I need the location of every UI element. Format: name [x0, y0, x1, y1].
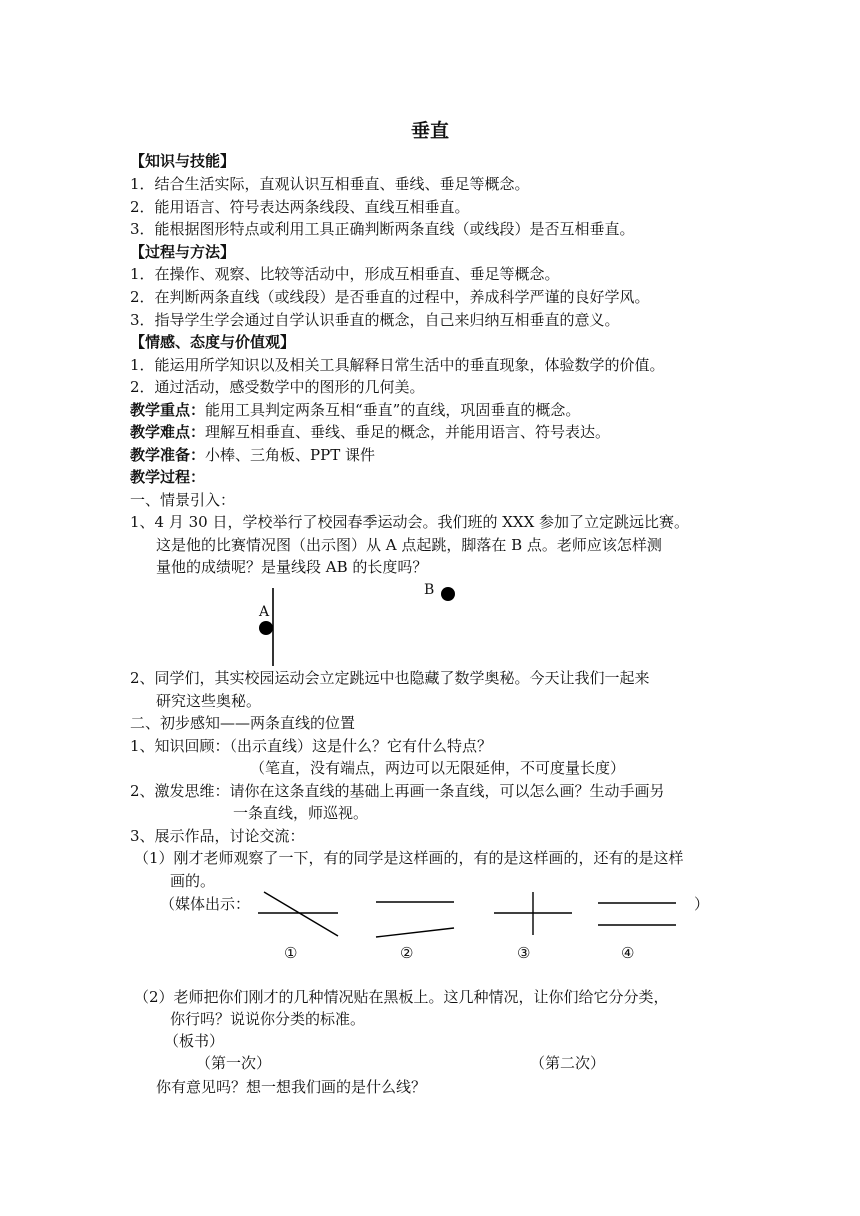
- process-item-2: 2．在判断两条直线（或线段）是否垂直的过程中，养成科学严谨的良好学风。: [130, 288, 650, 306]
- question-2-line-1: （2）老师把你们刚才的几种情况贴在黑板上。这几种情况，让你们给它分分类，: [134, 988, 669, 1006]
- heading-process-method: 【过程与方法】: [130, 243, 236, 261]
- point-a-dot: [259, 621, 273, 635]
- closing-question: 你有意见吗？想一想我们画的是什么线？: [156, 1078, 427, 1096]
- teaching-prep: [130, 444, 375, 466]
- process-item-3: 3．指导学生学会通过自学认识垂直的概念，自己来归纳互相垂直的意义。: [130, 311, 620, 329]
- section-2-item-2-line-2: 一条直线，师巡视。: [233, 804, 369, 822]
- question-2-line-2: 你行吗？说说你分类的标准。: [170, 1010, 366, 1028]
- knowledge-item-3: 3．能根据图形特点或利用工具正确判断两条直线（或线段）是否互相垂直。: [130, 220, 635, 238]
- teaching-difficulty-text: 理解互相垂直、垂线、垂足的概念，并能用语言、符号表达。: [205, 423, 611, 441]
- long-jump-diagram: [250, 580, 470, 670]
- point-b-dot: [441, 587, 455, 601]
- figure-4-parallel: [598, 903, 676, 925]
- board-first-round: （第一次）: [196, 1054, 272, 1072]
- section-2-item-1-answer: （笔直，没有端点，两边可以无限延伸，不可度量长度）: [250, 759, 626, 777]
- section-1-item-1-line-3: 量他的成绩呢？是量线段 AB 的长度吗？: [156, 558, 428, 576]
- teaching-difficulty-label: 教学难点：: [130, 423, 206, 441]
- heading-knowledge: 【知识与技能】: [130, 152, 236, 170]
- figure-label-1: ①: [284, 944, 298, 962]
- knowledge-item-1: 1．结合生活实际，直观认识互相垂直、垂线、垂足等概念。: [130, 175, 530, 193]
- section-1-item-2-line-2: 研究这些奥秘。: [156, 692, 262, 710]
- figure-3-perpendicular: [494, 892, 572, 935]
- section-1-item-2-line-1: 2、同学们，其实校园运动会立定跳远中也隐藏了数学奥秘。今天让我们一起来: [130, 669, 650, 687]
- section-2-item-2-line-1: 2、激发思维：请你在这条直线的基础上再画一条直线，可以怎么画？生动手画另: [130, 782, 665, 800]
- heading-emotion: 【情感、态度与价值观】: [130, 333, 296, 351]
- section-1-item-1-line-2: 这是他的比赛情况图（出示图）从 A 点起跳，脚落在 B 点。老师应该怎样测: [156, 536, 662, 554]
- media-open-text: （媒体出示：: [160, 895, 251, 913]
- figure-label-3: ③: [517, 944, 531, 962]
- teaching-prep-label: 教学准备：: [130, 446, 206, 464]
- section-2-item-3: 3、展示作品，讨论交流：: [130, 827, 305, 845]
- board-note: （板书）: [164, 1032, 225, 1050]
- knowledge-item-2: 2．能用语言、符号表达两条线段、直线互相垂直。: [130, 198, 470, 216]
- media-close-text: ）: [694, 895, 710, 913]
- question-1-line-2: 画的。: [170, 872, 216, 890]
- teaching-focus-label: 教学重点：: [130, 401, 206, 419]
- process-item-1: 1．在操作、观察、比较等活动中，形成互相垂直、垂足等概念。: [130, 265, 560, 283]
- figure-label-4: ④: [621, 944, 635, 962]
- board-second-round: （第二次）: [530, 1054, 606, 1072]
- page-title: 垂直: [410, 120, 449, 142]
- point-b-label: B: [424, 582, 435, 598]
- teaching-focus-text: 能用工具判定两条互相“垂直”的直线，巩固垂直的概念。: [205, 401, 581, 419]
- question-1-line-1: （1）刚才老师观察了一下，有的同学是这样画的，有的是这样画的，还有的是这样: [134, 849, 684, 867]
- teaching-difficulty: [130, 421, 610, 443]
- section-2-heading: 二、初步感知——两条直线的位置: [130, 714, 356, 732]
- teaching-focus: [130, 399, 580, 421]
- figure-1-intersecting: [258, 892, 338, 936]
- section-1-item-1-line-1: 1、4 月 30 日，学校举行了校园春季运动会。我们班的 XXX 参加了立定跳远比赛。: [130, 513, 690, 531]
- figure-label-2: ②: [400, 944, 414, 962]
- section-1-heading: 一、情景引入：: [130, 491, 236, 509]
- teaching-process-label: 教学过程：: [130, 468, 206, 486]
- emotion-item-2: 2．通过活动，感受数学中的图形的几何美。: [130, 378, 425, 396]
- section-2-item-1: 1、知识回顾：（出示直线）这是什么？它有什么特点？: [130, 737, 493, 755]
- figure-2-non-parallel: [376, 902, 454, 937]
- line-pairs-figure: [250, 885, 690, 945]
- emotion-item-1: 1．能运用所学知识以及相关工具解释日常生活中的垂直现象，体验数学的价值。: [130, 356, 665, 374]
- teaching-prep-text: 小棒、三角板、PPT 课件: [205, 446, 375, 464]
- point-a-label: A: [259, 604, 270, 620]
